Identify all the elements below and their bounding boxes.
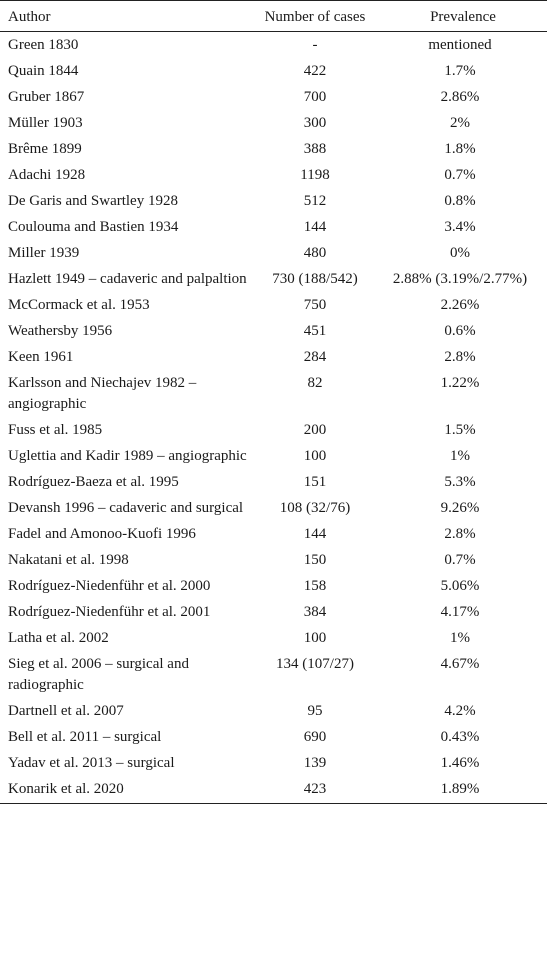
cell-author: Rodríguez-Niedenführ et al. 2000 <box>8 578 211 594</box>
table-row <box>0 136 547 162</box>
cell-prevalence: 2.8% <box>444 349 476 365</box>
cell-prevalence: 3.4% <box>444 219 476 235</box>
cell-number-of-cases: 100 <box>303 630 327 646</box>
cell-prevalence: 2.88% (3.19%/2.77%) <box>392 271 528 287</box>
cell-number-of-cases: 388 <box>303 141 327 157</box>
cell-author: Nakatani et al. 1998 <box>8 552 129 568</box>
cell-prevalence: 4.67% <box>440 656 480 672</box>
header-prevalence: Prevalence <box>375 1 547 32</box>
cell-author: McCormack et al. 1953 <box>8 297 150 313</box>
table-row <box>0 110 547 136</box>
cell-author: Latha et al. 2002 <box>8 630 109 646</box>
cell-author: Brême 1899 <box>8 141 82 157</box>
cell-prevalence: 1.89% <box>375 776 547 804</box>
cell-author: Rodríguez-Baeza et al. 1995 <box>8 474 179 490</box>
cell-prevalence: 1.5% <box>444 422 476 438</box>
cell-prevalence: 1.22% <box>440 375 480 391</box>
table-row <box>0 188 547 214</box>
cell-author: Karlsson and Niechajev 1982 – angiographic <box>8 375 197 412</box>
table-row <box>0 266 547 292</box>
cell-prevalence: 9.26% <box>440 500 480 516</box>
table-row <box>0 370 547 417</box>
table-row <box>0 651 547 698</box>
cell-number-of-cases: 139 <box>303 755 327 771</box>
cell-number-of-cases: 384 <box>303 604 327 620</box>
cell-number-of-cases: 300 <box>303 115 327 131</box>
table-row <box>0 495 547 521</box>
cell-prevalence: 1.46% <box>440 755 480 771</box>
table-row <box>0 58 547 84</box>
cell-author: Gruber 1867 <box>8 89 85 105</box>
table-row <box>0 724 547 750</box>
table-row <box>0 573 547 599</box>
table-row <box>0 776 547 804</box>
cell-author: Fuss et al. 1985 <box>8 422 103 438</box>
cell-number-of-cases: 451 <box>303 323 327 339</box>
cell-author: Devansh 1996 – cadaveric and surgical <box>8 500 244 516</box>
cell-number-of-cases: 144 <box>303 526 327 542</box>
cell-number-of-cases: 512 <box>303 193 327 209</box>
cell-number-of-cases: 284 <box>303 349 327 365</box>
table-row <box>0 521 547 547</box>
table-row <box>0 84 547 110</box>
cell-prevalence: 5.06% <box>440 578 480 594</box>
cell-author: Adachi 1928 <box>8 167 86 183</box>
cell-author: Sieg et al. 2006 – surgical and radiographic <box>8 656 189 693</box>
cell-number-of-cases: 95 <box>307 703 323 719</box>
cell-number-of-cases: 134 (107/27) <box>276 656 354 672</box>
cell-number-of-cases: 690 <box>303 729 327 745</box>
table-row <box>0 443 547 469</box>
cell-author: Coulouma and Bastien 1934 <box>8 219 179 235</box>
cell-number-of-cases: 200 <box>303 422 327 438</box>
cell-prevalence: 2% <box>450 115 470 131</box>
cell-number-of-cases: 730 (188/542) <box>272 271 358 287</box>
cell-prevalence: 4.17% <box>440 604 480 620</box>
table-row <box>0 240 547 266</box>
cell-number-of-cases: 158 <box>303 578 327 594</box>
table-header <box>0 1 547 32</box>
cell-number-of-cases: 108 (32/76) <box>279 500 351 516</box>
cell-prevalence: 1% <box>450 630 470 646</box>
table-row <box>0 32 547 59</box>
table-row <box>0 599 547 625</box>
cell-prevalence: 0.7% <box>444 167 476 183</box>
cell-number-of-cases: 422 <box>303 63 327 79</box>
cell-prevalence: 2.8% <box>444 526 476 542</box>
cell-number-of-cases: 423 <box>255 776 375 804</box>
cell-prevalence: 0.8% <box>444 193 476 209</box>
cell-number-of-cases: 100 <box>303 448 327 464</box>
cell-author: Yadav et al. 2013 – surgical <box>8 755 175 771</box>
table-row <box>0 750 547 776</box>
cell-prevalence: 4.2% <box>444 703 476 719</box>
header-number-of-cases: Number of cases <box>255 1 375 32</box>
cell-number-of-cases: 750 <box>303 297 327 313</box>
table-row <box>0 162 547 188</box>
cell-author: De Garis and Swartley 1928 <box>8 193 178 209</box>
cell-author: Fadel and Amonoo-Kuofi 1996 <box>8 526 196 542</box>
table-body <box>0 32 547 804</box>
cell-author: Bell et al. 2011 – surgical <box>8 729 162 745</box>
header-author: Author <box>0 1 255 32</box>
cell-author: Müller 1903 <box>8 115 83 131</box>
table-row <box>0 292 547 318</box>
cell-number-of-cases: 700 <box>303 89 327 105</box>
table-row <box>0 469 547 495</box>
cell-author: Quain 1844 <box>8 63 79 79</box>
cell-prevalence: 1.8% <box>444 141 476 157</box>
table-row <box>0 625 547 651</box>
cell-number-of-cases: 1198 <box>300 167 330 183</box>
cell-number-of-cases: 150 <box>303 552 327 568</box>
cell-prevalence: 1.7% <box>444 63 476 79</box>
header-row <box>0 1 547 32</box>
cell-prevalence: 2.86% <box>440 89 480 105</box>
table-row <box>0 214 547 240</box>
cell-author: Rodríguez-Niedenführ et al. 2001 <box>8 604 211 620</box>
cell-prevalence: 0.6% <box>444 323 476 339</box>
table-row <box>0 547 547 573</box>
cell-number-of-cases: 82 <box>307 375 323 391</box>
cell-author: Miller 1939 <box>8 245 80 261</box>
table-row <box>0 698 547 724</box>
cell-prevalence: 0.43% <box>440 729 480 745</box>
cell-author: Green 1830 <box>8 37 79 53</box>
cell-author: Hazlett 1949 – cadaveric and palpaltion <box>8 271 247 287</box>
cell-prevalence: 0% <box>450 245 470 261</box>
cell-author: Keen 1961 <box>8 349 74 365</box>
cell-author: Dartnell et al. 2007 <box>8 703 124 719</box>
cell-number-of-cases: 151 <box>303 474 327 490</box>
cell-author: Konarik et al. 2020 <box>0 776 255 804</box>
table-row <box>0 344 547 370</box>
cell-author: Weathersby 1956 <box>8 323 113 339</box>
cell-number-of-cases: - <box>312 37 318 53</box>
table-row <box>0 318 547 344</box>
cell-prevalence: 2.26% <box>440 297 480 313</box>
cell-author: Uglettia and Kadir 1989 – angiographic <box>8 448 247 464</box>
cell-number-of-cases: 144 <box>303 219 327 235</box>
table-row <box>0 417 547 443</box>
cell-number-of-cases: 480 <box>303 245 327 261</box>
cell-prevalence: 0.7% <box>444 552 476 568</box>
cell-prevalence: 1% <box>450 448 470 464</box>
cell-prevalence: mentioned <box>428 37 492 53</box>
cell-prevalence: 5.3% <box>444 474 476 490</box>
